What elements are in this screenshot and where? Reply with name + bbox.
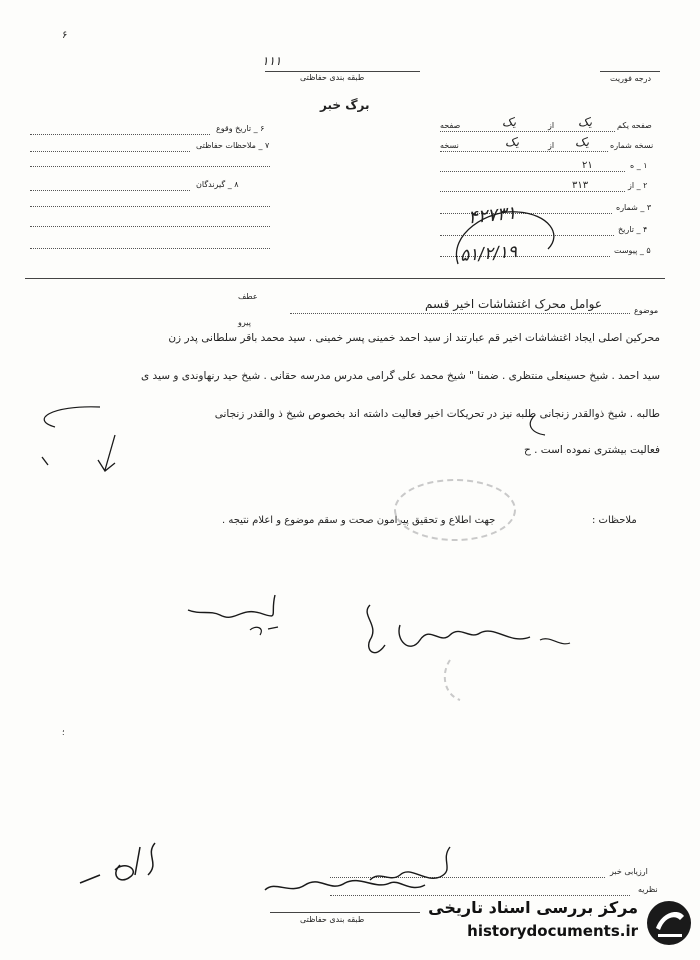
subject-prev-label: پیرو <box>238 318 251 327</box>
hand-number: ۴۲۷۳۱ <box>467 202 518 229</box>
opinion-label: نظریه <box>638 885 658 894</box>
page-label: صفحه یکم <box>617 121 652 130</box>
page-dot-mark: ؛ <box>62 728 65 737</box>
field-blank-dots-3 <box>30 226 270 227</box>
numbered-row-2-label: ۲ _ از <box>628 181 648 190</box>
body-line-1: محرکین اصلی ایجاد اغتشاشات اخیر قم عبارتند از سید احمد خمینی پسر خمینی . سید محمد باقر سلطانی پدر زن <box>168 332 660 344</box>
numbered-row-5-label: ۵ _ پیوست <box>614 246 651 255</box>
copy-of: از <box>548 141 555 150</box>
classification-line <box>265 71 420 72</box>
subject-dots <box>290 313 630 314</box>
field-occurrence-date-dots <box>30 134 210 135</box>
numbered-row-2-dots <box>440 191 625 192</box>
page-hand: یک <box>578 115 593 129</box>
bottom-classification-line <box>270 912 420 913</box>
numbered-row-3-label: ۳ _ شماره <box>616 203 652 212</box>
classification-value: ۱۱۱ <box>262 54 282 68</box>
copy-dots <box>440 151 608 152</box>
numbered-row-1-label: ۱ _ ه <box>630 161 648 170</box>
body-line-4: فعالیت بیشتری نموده است . ح <box>523 444 660 456</box>
subject-label: موضوع <box>634 306 659 315</box>
numbered-row-2-value: ۳۱۳ <box>572 180 589 191</box>
signature-center <box>340 585 580 715</box>
field-blank-dots-4 <box>30 248 270 249</box>
subject-text: عوامل محرک اغتشاشات اخیر قسم <box>425 297 603 311</box>
numbered-row-4-dots <box>440 235 614 236</box>
field-blank-dots-2 <box>30 206 270 207</box>
field-security-remarks-label: ۷ _ ملاحظات حفاظتی <box>196 141 270 150</box>
body-line-3: طالبه . شیخ ذوالقدر زنجانی طلبه نیز در تحریکات اخیر فعالیت داشته اند بخصوص شیخ ذ والقدر زنجانی <box>214 408 660 420</box>
remarks-label: ملاحظات : <box>592 515 637 526</box>
archive-logo-url: historydocuments.ir <box>467 922 638 940</box>
classification-label: طبقه بندی حفاظتی <box>300 73 365 82</box>
evaluation-dots <box>330 877 605 878</box>
numbered-row-3-dots <box>440 213 612 214</box>
field-occurrence-date-label: ۶ _ تاریخ وقوع <box>216 124 265 133</box>
remarks-text: جهت اطلاع و تحقیق پیرامون صحت و سقم موضوع و اعلام نتیجه . <box>222 515 496 526</box>
subject-ref-label: عطف <box>238 292 258 301</box>
field-recipients-label: ۸ _ گیرندگان <box>196 180 239 189</box>
signature-bottom-left <box>60 835 170 895</box>
urgency-label: درجه فوریت <box>610 74 652 83</box>
numbered-row-4-label: ۴ _ تاریخ <box>618 225 648 234</box>
field-recipients-dots <box>30 190 190 191</box>
bottom-classification-label: طبقه بندی حفاظتی <box>300 915 365 924</box>
urgency-line <box>600 71 660 72</box>
copy-end: نسخه <box>440 141 459 150</box>
page-of: از <box>548 121 555 130</box>
evaluation-label: ارزیابی خبر <box>610 867 648 876</box>
archive-logo-name: مرکز بررسی اسناد تاریخی <box>428 898 638 917</box>
header-separator <box>25 278 665 279</box>
copy-hand-total: یک <box>505 135 520 149</box>
page-hand-total: یک <box>502 115 517 129</box>
numbered-row-1-value: ۲۱ <box>582 160 593 171</box>
numbered-row-1-dots <box>440 171 625 172</box>
corner-mark: ۶ <box>62 30 68 41</box>
hand-date: ۵۱/۲/۱۹ <box>459 242 518 266</box>
page-dots <box>440 131 615 132</box>
copy-hand: یک <box>575 135 590 149</box>
copy-label: نسخه شماره <box>610 141 654 150</box>
field-blank-dots-1 <box>30 166 270 167</box>
body-line-2: سید احمد . شیخ حسینعلی منتظری . ضمنا " شیخ محمد علی گرامی مدرس مدرسه حقانی . شیخ حید رنهاوندی و سید ی <box>141 370 660 382</box>
field-security-remarks-dots <box>30 151 190 152</box>
archive-emblem-icon <box>644 898 694 948</box>
signature-left <box>180 585 300 645</box>
archive-logo <box>404 896 694 952</box>
page-end: صفحه <box>440 121 461 130</box>
form-title: برگ خبر <box>320 98 370 112</box>
